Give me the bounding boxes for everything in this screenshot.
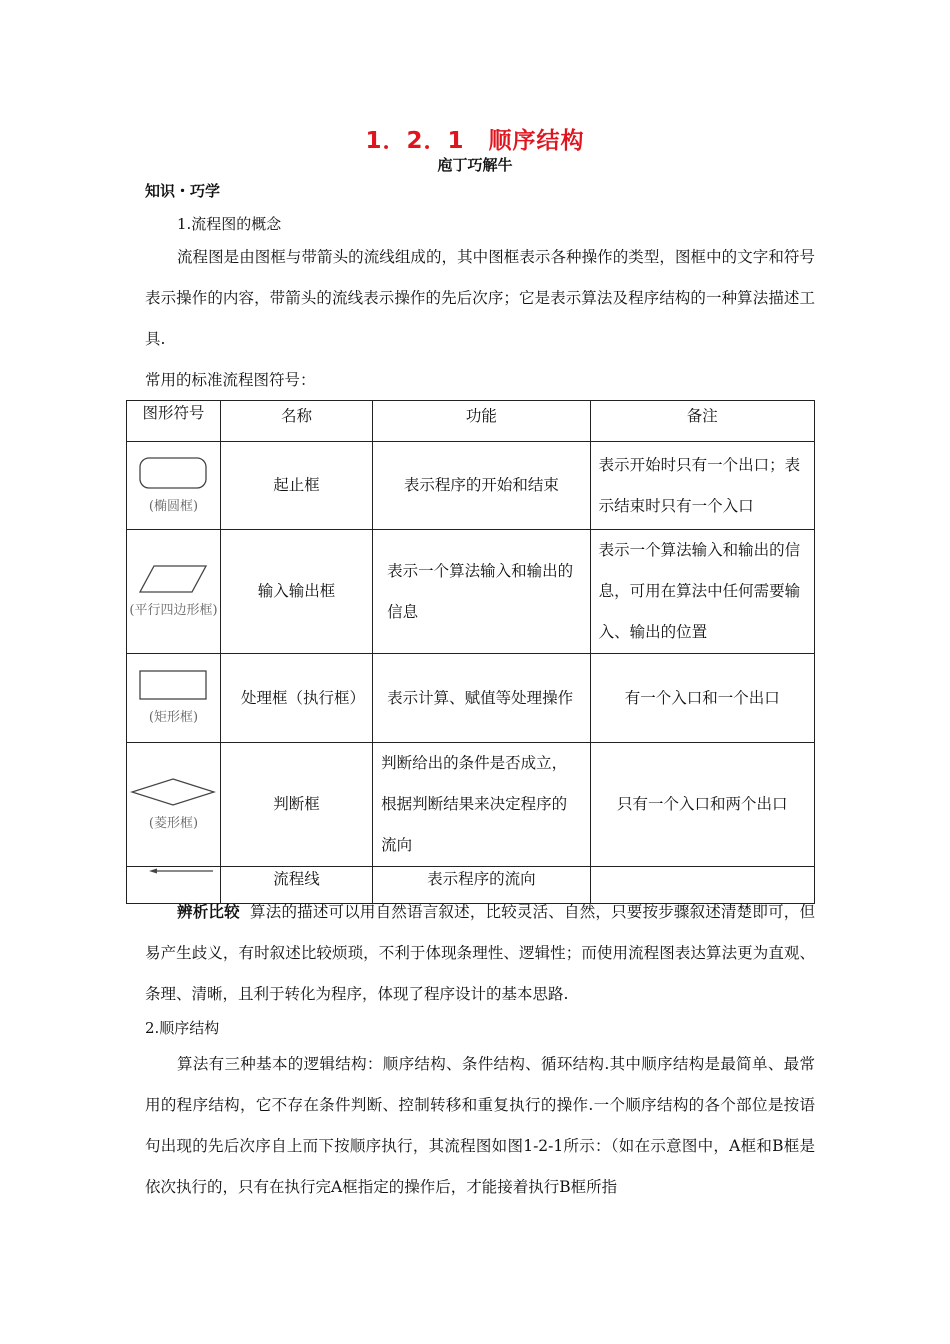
note-cell: 有一个入口和一个出口 [590, 654, 814, 743]
section-1-heading: 1.流程图的概念 [177, 215, 282, 233]
shape-caption: (椭圆框) [148, 498, 199, 514]
section-1-paragraph: 流程图是由图框与带箭头的流线组成的，其中图框表示各种操作的类型，图框中的文字和符号表示操作的内容，带箭头的流线表示操作的先后次序；它是表示算法及程序结构的一种算法描述工具. [145, 248, 815, 348]
note-cell: 只有一个入口和两个出口 [590, 743, 814, 867]
diamond-shape-icon [130, 777, 216, 807]
shape-cell [127, 530, 221, 654]
function-cell: 表示程序的流向 [373, 867, 590, 904]
shape-caption: (平行四边形框) [129, 602, 218, 618]
page-subtitle: 庖丁巧解牛 [437, 156, 513, 174]
function-cell: 表示一个算法输入和输出的信息 [373, 530, 590, 654]
table-row [127, 743, 815, 867]
function-cell: 判断给出的条件是否成立，根据判断结果来决定程序的流向 [373, 743, 590, 867]
table-intro: 常用的标准流程图符号： [145, 371, 316, 389]
section-label: 知识・巧学 [145, 182, 221, 200]
table-header-cell: 名称 [220, 401, 372, 442]
shape-cell [127, 442, 221, 530]
table-row [127, 442, 815, 530]
name-cell: 流程线 [220, 867, 372, 904]
terminal-shape-icon [138, 456, 208, 490]
function-cell: 表示计算、赋值等处理操作 [373, 654, 590, 743]
compare-text: 算法的描述可以用自然语言叙述，比较灵活、自然，只要按步骤叙述清楚即可，但易产生歧义，有时叙述比较烦琐，不利于体现条理性、逻辑性；而使用流程图表达算法更为直观、条理、清晰，且利于转化为程序，体现了程序设计的基本思路. [145, 903, 815, 1003]
table-header-cell: 图形符号 [127, 401, 221, 442]
table-header-cell: 功能 [373, 401, 590, 442]
name-cell: 处理框（执行框） [220, 654, 372, 743]
rectangle-shape-icon [138, 669, 208, 701]
note-cell: 表示开始时只有一个出口；表示结束时只有一个入口 [590, 442, 814, 530]
flowchart-symbol-table [126, 400, 815, 904]
table-header-row [127, 401, 815, 442]
name-cell: 判断框 [220, 743, 372, 867]
compare-label: 辨析比较 [177, 903, 240, 921]
section-2-heading: 2.顺序结构 [145, 1019, 220, 1037]
note-cell: 表示一个算法输入和输出的信息，可用在算法中任何需要输入、输出的位置 [590, 530, 814, 654]
parallelogram-shape-icon [138, 564, 208, 594]
shape-cell [127, 743, 221, 867]
name-cell: 起止框 [220, 442, 372, 530]
function-cell: 表示程序的开始和结束 [373, 442, 590, 530]
page-title: 1．2．1 顺序结构 [365, 128, 585, 154]
shape-caption: (矩形框) [148, 710, 199, 725]
table-row [127, 530, 815, 654]
table-header-cell: 备注 [590, 401, 814, 442]
shape-cell [127, 654, 221, 743]
table-row [127, 654, 815, 743]
compare-paragraph [145, 892, 815, 1015]
shape-caption: (菱形框) [148, 815, 199, 831]
section-2-paragraph: 算法有三种基本的逻辑结构：顺序结构、条件结构、循环结构.其中顺序结构是最简单、最常用的程序结构，它不存在条件判断、控制转移和重复执行的操作.一个顺序结构的各个部位是按语句出现的先后次序自上而下按顺序执行，其流程图如图1-2-1所示：（如在示意图中，A框和B框是依次执行的，只有在执行完A框指定的操作后，才能接着执行B框所指 [145, 1055, 815, 1196]
name-cell: 输入输出框 [220, 530, 372, 654]
flow-arrow-icon [127, 867, 219, 877]
